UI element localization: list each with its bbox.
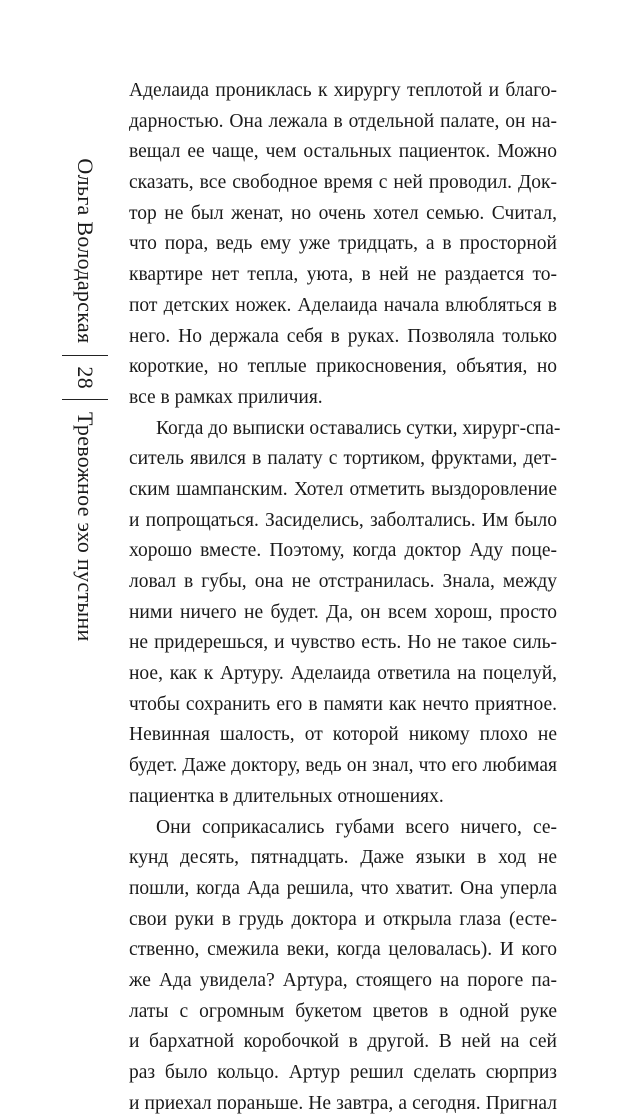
running-header-rotated <box>62 120 108 680</box>
book-title: Тревожное эхо пустыни <box>73 412 98 642</box>
header-divider-bottom <box>62 399 108 400</box>
text-line: хорошо вместе. Поэтому, когда доктор Аду поце- <box>129 540 557 562</box>
text-line: дарностью. Она лежала в отдельной палате, он на- <box>129 110 557 132</box>
text-line: не придерешься, и чувство есть. Но не такое силь- <box>129 632 557 654</box>
text-line: пациентка в длительных отношениях. <box>129 785 444 807</box>
body-text <box>129 76 561 1119</box>
text-line: квартире нет тепла, уюта, в ней не раздается то- <box>129 264 557 286</box>
text-line: и бархатной коробочкой в другой. В ней на сей <box>129 1031 557 1053</box>
text-line: чтобы сохранить его в памяти как нечто приятное. <box>129 693 557 715</box>
text-line: ственно, смежила веки, когда целовалась). И кого <box>129 939 557 961</box>
header-divider-top <box>62 355 108 356</box>
running-header <box>62 120 108 680</box>
page-number: 28 <box>73 366 98 389</box>
text-line: кунд десять, пятнадцать. Даже языки в ход не <box>129 847 557 869</box>
text-line: ловал в губы, она не отстранилась. Знала, между <box>129 571 557 592</box>
text-line: пот детских ножек. Аделаида начала влюбляться в <box>129 294 557 316</box>
text-line: него. Но держала себя в руках. Позволяла только <box>129 325 557 347</box>
text-line: и приехал пораньше. Не завтра, а сегодня. Пригнал <box>129 1092 557 1114</box>
text-line: будет. Даже доктору, ведь он знал, что его любимая <box>129 755 557 777</box>
text-line: же Ада увидела? Артура, стоящего на пороге па- <box>129 969 557 991</box>
text-line: ними ничего не будет. Да, он всем хорош, просто <box>129 601 557 623</box>
text-line: пошли, когда Ада решила, что хватит. Она уперла <box>129 877 557 899</box>
text-line: Невинная шалость, от которой никому плохо не <box>129 724 557 746</box>
text-line: ное, как к Артуру. Аделаида ответила на поцелуй, <box>129 663 557 685</box>
text-line: Когда до выписки оставались сутки, хирург-спа- <box>156 417 561 439</box>
text-line: короткие, но теплые прикосновения, объятия, но <box>129 356 557 378</box>
text-line: ским шампанским. Хотел отметить выздоровление <box>129 478 557 500</box>
text-line: латы с огромным букетом цветов в одной руке <box>129 1000 557 1022</box>
author-name: Ольга Володарская <box>73 158 98 344</box>
text-line: все в рамках приличия. <box>129 386 323 408</box>
text-line: тор не был женат, но очень хотел семью. Считал, <box>129 202 557 224</box>
text-line: свои руки в грудь доктора и открыла глаза (есте- <box>129 908 557 930</box>
text-line: ситель явился в палату с тортиком, фруктами, дет- <box>129 448 557 470</box>
text-line: вещал ее чаще, чем остальных пациенток. Можно <box>129 141 557 163</box>
text-line: сказать, все свободное время с ней проводил. Док- <box>129 172 557 194</box>
text-line: и попрощаться. Засиделись, заболтались. Им было <box>129 509 557 531</box>
text-line: Они соприкасались губами всего ничего, се- <box>156 816 557 838</box>
text-line: Аделаида прониклась к хирургу теплотой и благо- <box>129 80 557 101</box>
text-line: что пора, ведь ему уже тридцать, а в просторной <box>129 233 557 255</box>
text-line: раз было кольцо. Артур решил сделать сюрприз <box>129 1062 557 1083</box>
